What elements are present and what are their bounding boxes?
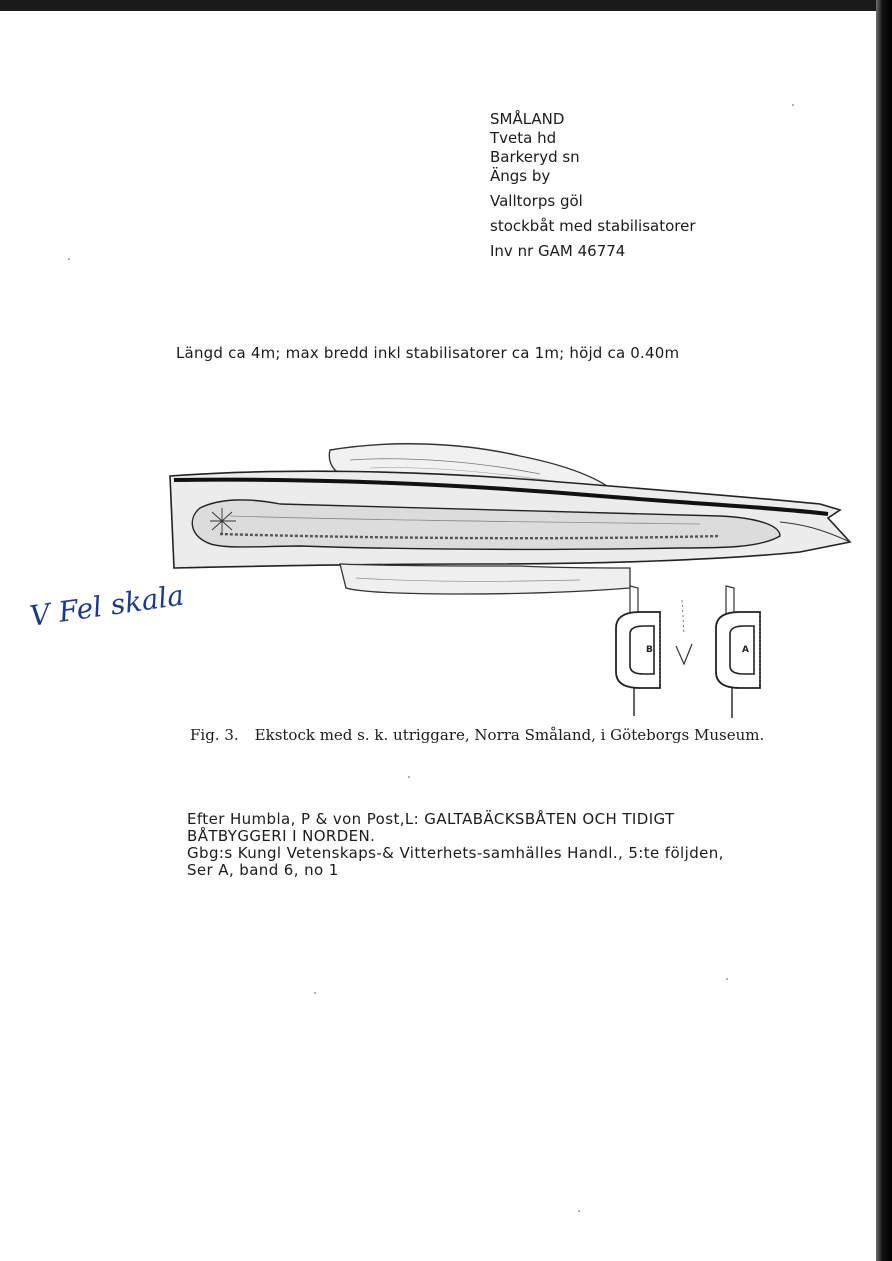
district-label: Tveta hd xyxy=(490,129,557,147)
inventory-number: Inv nr GAM 46774 xyxy=(490,242,626,260)
handwritten-checkmark xyxy=(676,600,692,664)
figure-caption-text: Ekstock med s. k. utriggare, Norra Småland, i Göteborgs Museum. xyxy=(254,726,765,744)
site-label: Valltorps göl xyxy=(490,192,583,210)
source-line: Efter Humbla, P & von Post,L: GALTABÄCKSBÅTEN OCH TIDIGT xyxy=(187,810,675,828)
section-a-label: A xyxy=(742,645,749,655)
canoe-hull xyxy=(170,471,850,568)
scan-speck xyxy=(314,992,316,994)
dimensions-text: Längd ca 4m; max bredd inkl stabilisatorer ca 1m; höjd ca 0.40m xyxy=(176,344,680,362)
figure-number: Fig. 3. xyxy=(190,726,239,744)
catalog-header xyxy=(490,110,696,261)
object-label: stockbåt med stabilisatorer xyxy=(490,217,696,235)
cross-section-a xyxy=(716,586,760,718)
dugout-canoe-drawing xyxy=(160,438,860,728)
source-line: Ser A, band 6, no 1 xyxy=(187,861,339,879)
scan-speck xyxy=(726,978,728,980)
source-line: BÅTBYGGERI I NORDEN. xyxy=(187,827,376,845)
region-label: SMÅLAND xyxy=(490,110,565,128)
scan-speck xyxy=(408,776,410,778)
scan-top-edge xyxy=(0,0,892,11)
section-b-label: B xyxy=(646,645,653,655)
village-label: Ängs by xyxy=(490,167,551,185)
scan-right-edge xyxy=(876,0,892,1261)
source-line: Gbg:s Kungl Vetenskaps-& Vitterhets-samhälles Handl., 5:te följden, xyxy=(187,844,724,862)
handwritten-note: V Fel skala xyxy=(27,578,186,633)
scan-speck xyxy=(578,1210,580,1212)
source-reference xyxy=(187,811,724,879)
scan-speck xyxy=(792,104,794,106)
lower-stabilizer xyxy=(340,564,630,594)
parish-label: Barkeryd sn xyxy=(490,148,580,166)
scan-speck xyxy=(68,258,70,260)
cross-section-b xyxy=(616,586,660,716)
figure-caption xyxy=(190,726,764,744)
